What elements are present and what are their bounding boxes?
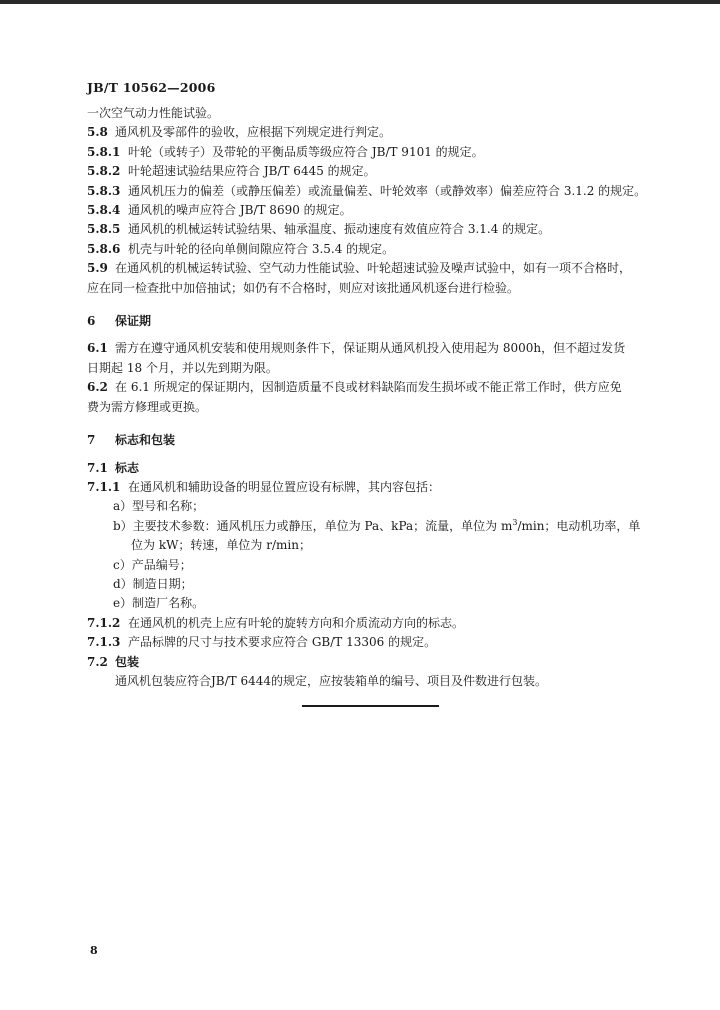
clause-title: 包装 (115, 654, 140, 669)
clause-number: 5.8.2 (87, 164, 121, 179)
list-item-e: e）制造厂名称。 (113, 596, 205, 611)
clause-6-1 (87, 339, 667, 358)
clause-title: 标志 (115, 460, 140, 475)
list-item-text: b）主要技术参数：通风机压力或静压，单位为 Pa、kPa；流量，单位为 m (113, 518, 513, 533)
continued-text: 一次空气动力性能试验。 (87, 106, 220, 120)
clause-6-2 (87, 378, 667, 397)
clause-number: 5.8.6 (87, 241, 121, 256)
section-number: 7 (87, 433, 96, 448)
clause-5-9-cont: 应在同一检查批中加倍抽试；如仍有不合格时，则应对该批通风机逐台进行检验。 (87, 280, 520, 295)
clause-text: 在通风机的机壳上应有叶轮的旋转方向和介质流动方向的标志。 (128, 615, 465, 630)
superscript: 3 (512, 517, 518, 527)
document-body (87, 104, 667, 691)
clause-text: 产品标牌的尺寸与技术要求应符合 GB/T 13306 的规定。 (128, 635, 437, 650)
list-item-c: c）产品编号； (113, 557, 192, 572)
clause-number: 7.1.1 (87, 479, 121, 494)
clause-text: 通风机压力的偏差（或静压偏差）或流量偏差、叶轮效率（或静效率）偏差应符合 3.1.2 的规定。 (128, 183, 647, 198)
clause-5-8-5 (87, 220, 667, 239)
clause-number: 5.8.4 (87, 203, 121, 218)
clause-7-1-2 (87, 614, 667, 633)
list-item-b-cont: 位为 kW；转速，单位为 r/min； (131, 538, 311, 553)
clause-number: 7.2 (87, 654, 108, 669)
clause-number: 7.1.3 (87, 635, 121, 650)
clause-7-2-text: 通风机包装应符合JB/T 6444的规定，应按装箱单的编号、项目及件数进行包装。 (115, 673, 548, 688)
clause-6-1-cont: 日期起 18 个月，并以先到期为限。 (87, 360, 278, 375)
standard-code-header: JB/T 10562—2006 (87, 80, 216, 95)
list-item-a: a）型号和名称； (113, 499, 205, 514)
clause-7-1-3 (87, 633, 667, 652)
clause-number: 6.2 (87, 380, 108, 395)
page-number: 8 (90, 944, 98, 957)
clause-text: 叶轮超速试验结果应符合 JB/T 6445 的规定。 (128, 164, 376, 179)
clause-5-8-2 (87, 162, 667, 181)
clause-text: 叶轮（或转子）及带轮的平衡品质等级应符合 JB/T 9101 的规定。 (128, 144, 484, 159)
clause-7-2-heading (87, 653, 667, 672)
clause-number: 6.1 (87, 341, 108, 356)
section-6-heading (87, 312, 667, 331)
clause-text: 通风机的机械运转试验结果、轴承温度、振动速度有效值应符合 3.1.4 的规定。 (128, 222, 551, 237)
clause-text: 通风机及零部件的验收，应根据下列规定进行判定。 (115, 125, 392, 140)
clause-7-1-heading (87, 459, 667, 478)
list-item-text: /min；电动机功率，单 (517, 518, 641, 533)
section-title: 保证期 (115, 314, 152, 329)
clause-7-1-1 (87, 478, 667, 497)
clause-5-9 (87, 259, 667, 278)
section-number: 6 (87, 314, 96, 329)
top-border-rule (0, 0, 720, 4)
clause-number: 5.8.3 (87, 183, 121, 198)
section-7-heading (87, 431, 667, 450)
clause-5-8-3 (87, 182, 667, 201)
clause-number: 7.1.2 (87, 615, 121, 630)
clause-5-8-1 (87, 143, 667, 162)
list-item-d: d）制造日期； (113, 576, 193, 591)
clause-5-8-4 (87, 201, 667, 220)
end-of-document-rule (302, 705, 439, 707)
clause-text: 在 6.1 所规定的保证期内，因制造质量不良或材料缺陷而发生损坏或不能正常工作时，供方应免 (115, 380, 622, 395)
clause-text: 机壳与叶轮的径向单侧间隙应符合 3.5.4 的规定。 (128, 241, 395, 256)
clause-number: 5.8 (87, 125, 108, 140)
clause-number: 5.9 (87, 261, 108, 276)
section-title: 标志和包装 (115, 433, 176, 448)
clause-5-8-6 (87, 240, 667, 259)
clause-number: 5.8.1 (87, 144, 121, 159)
clause-5-8 (87, 123, 667, 142)
clause-number: 7.1 (87, 460, 108, 475)
clause-text: 在通风机和辅助设备的明显位置应设有标牌，其内容包括： (128, 479, 441, 494)
list-item-b (87, 517, 667, 536)
clause-text: 通风机的噪声应符合 JB/T 8690 的规定。 (128, 203, 352, 218)
clause-6-2-cont: 费为需方修理或更换。 (87, 399, 208, 414)
clause-text: 需方在遵守通风机安装和使用规则条件下，保证期从通风机投入使用起为 8000h，但不超过发货 (115, 341, 626, 356)
clause-number: 5.8.5 (87, 222, 121, 237)
clause-text: 在通风机的机械运转试验、空气动力性能试验、叶轮超速试验及噪声试验中，如有一项不合格时， (115, 261, 632, 276)
